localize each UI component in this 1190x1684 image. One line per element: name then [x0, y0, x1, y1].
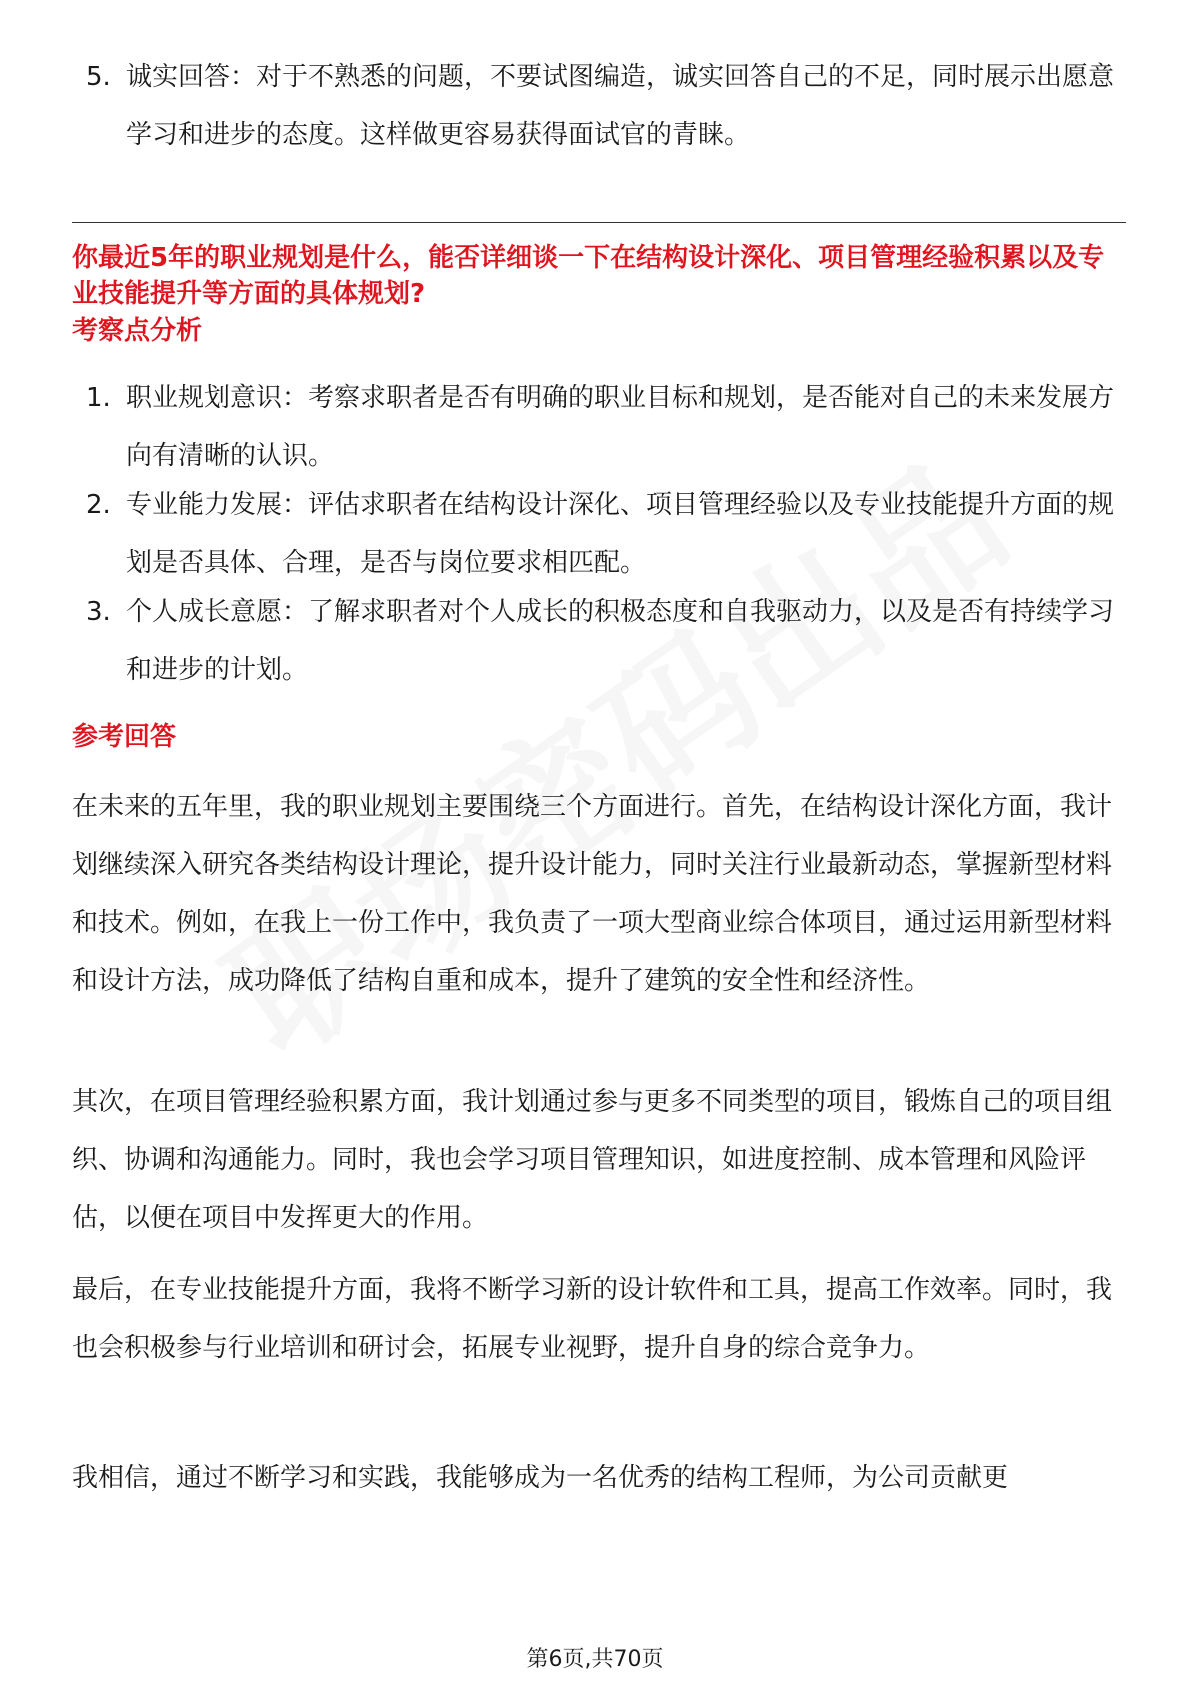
list-item — [80, 476, 1130, 592]
answer-paragraph: 我相信，通过不断学习和实践，我能够成为一名优秀的结构工程师，为公司贡献更 — [72, 1463, 1009, 1493]
list-item-text: 个人成长意愿：了解求职者对个人成长的积极态度和自我驱动力，以及是否有持续学习和进步的计划。 — [126, 597, 1115, 685]
list-item-number: 2. — [86, 490, 111, 520]
list-item-number: 3. — [86, 597, 111, 627]
answer-paragraph: 在未来的五年里，我的职业规划主要围绕三个方面进行。首先，在结构设计深化方面，我计划继续深入研究各类结构设计理论，提升设计能力，同时关注行业最新动态，掌握新型材料和技术。例如，在我上一份工作中，我负责了一项大型商业综合体项目，通过运用新型材料和设计方法，成功降低了结构自重和成本，提升了建筑的安全性和经济性。 — [72, 792, 1113, 996]
answer-paragraph: 最后，在专业技能提升方面，我将不断学习新的设计软件和工具，提高工作效率。同时，我也会积极参与行业培训和研讨会，拓展专业视野，提升自身的综合竞争力。 — [72, 1275, 1113, 1363]
answer-paragraph: 其次，在项目管理经验积累方面，我计划通过参与更多不同类型的项目，锻炼自己的项目组织、协调和沟通能力。同时，我也会学习项目管理知识，如进度控制、成本管理和风险评估，以便在项目中发挥更大的作用。 — [72, 1087, 1113, 1233]
list-item — [80, 583, 1130, 699]
list-item-text: 专业能力发展：评估求职者在结构设计深化、项目管理经验以及专业技能提升方面的规划是否具体、合理，是否与岗位要求相匹配。 — [126, 490, 1115, 578]
section-divider — [72, 222, 1126, 223]
list-item — [80, 48, 1130, 164]
question-heading: 你最近5年的职业规划是什么，能否详细谈一下在结构设计深化、项目管理经验积累以及专业技能提升等方面的具体规划? — [72, 243, 1105, 309]
list-item-text: 职业规划意识：考察求职者是否有明确的职业目标和规划，是否能对自己的未来发展方向有清晰的认识。 — [126, 383, 1115, 471]
list-item — [80, 369, 1130, 485]
list-item-number: 5. — [86, 62, 111, 92]
list-item-text: 诚实回答：对于不熟悉的问题，不要试图编造，诚实回答自己的不足，同时展示出愿意学习和进步的态度。这样做更容易获得面试官的青睐。 — [126, 62, 1115, 150]
answer-title: 参考回答 — [72, 722, 177, 752]
list-item-number: 1. — [86, 383, 111, 413]
page-footer: 第6页,共70页 — [526, 1647, 664, 1672]
analysis-title: 考察点分析 — [72, 316, 203, 346]
